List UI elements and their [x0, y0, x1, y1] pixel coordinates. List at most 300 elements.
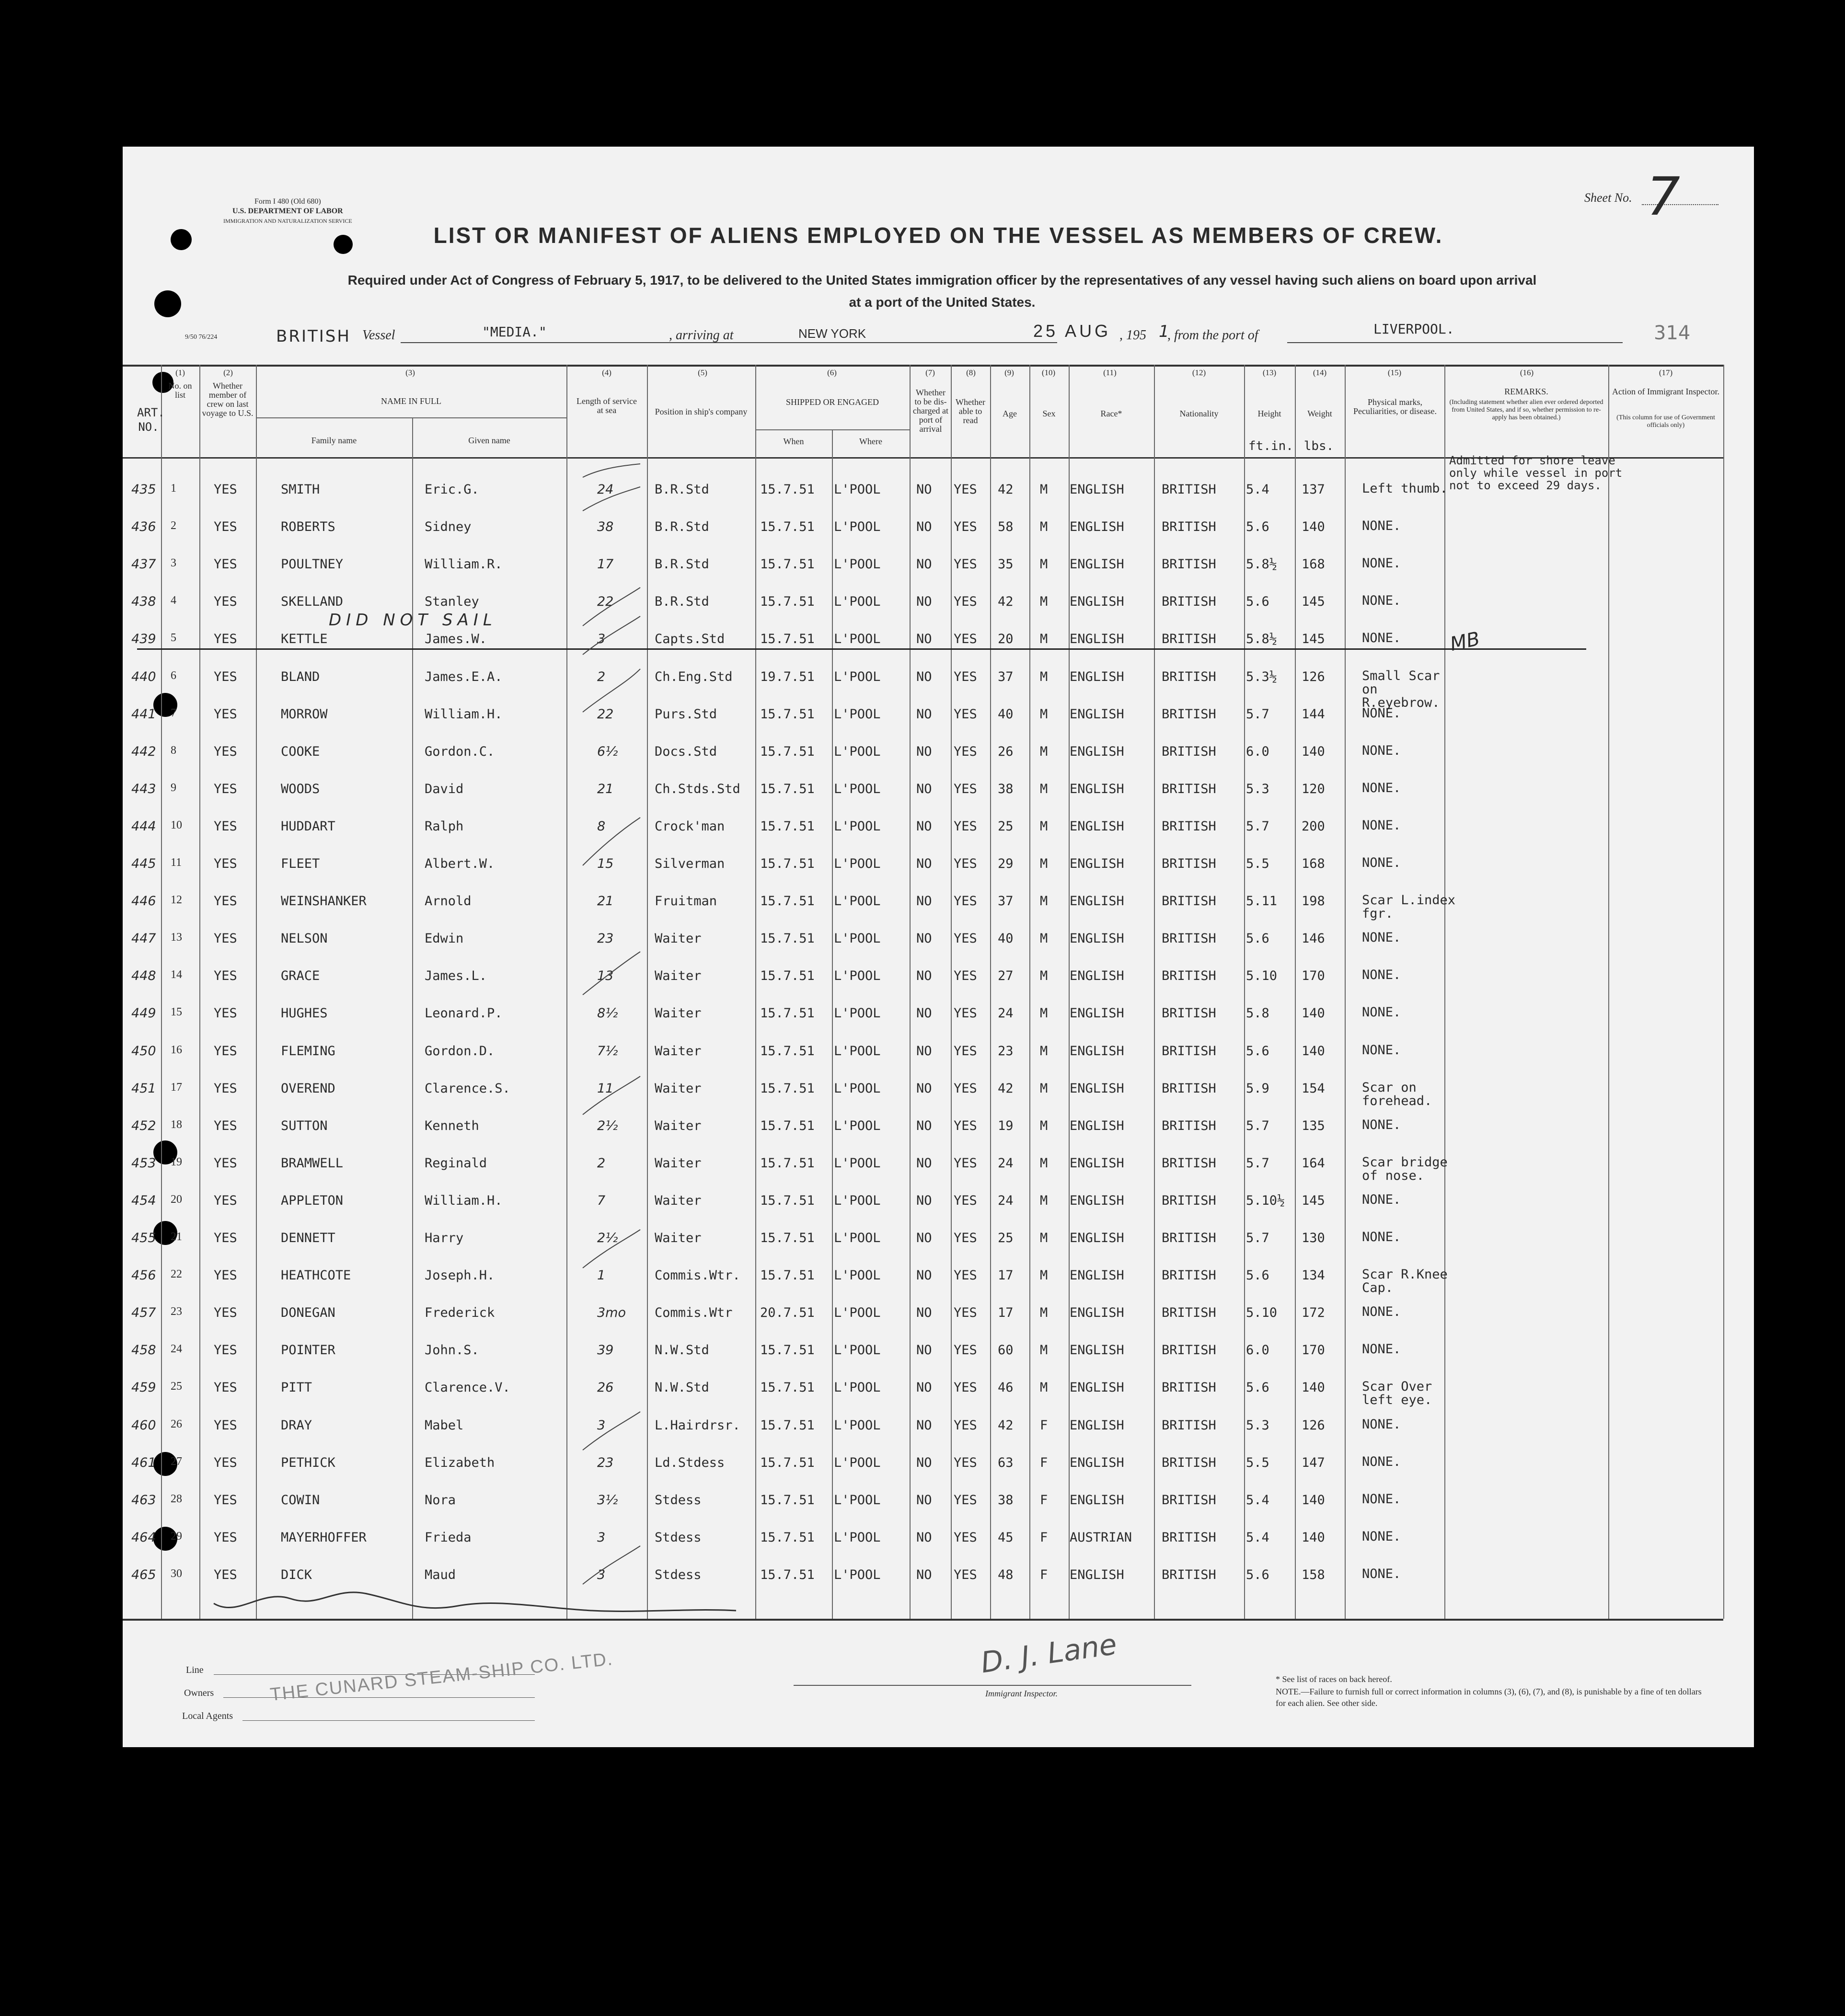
cell-age: 35 [998, 557, 1014, 572]
cell-last-voyage: YES [214, 706, 237, 722]
cell-able-to-read: YES [954, 1380, 977, 1395]
cell-nationality: BRITISH [1162, 669, 1216, 684]
column-divider [161, 365, 162, 1619]
cell-discharged: NO [916, 1492, 932, 1508]
cell-service-length: 22 [597, 706, 614, 722]
cell-sex: M [1040, 744, 1048, 759]
cell-list-no: 9 [171, 781, 176, 794]
cell-sex: F [1040, 1417, 1048, 1433]
cell-able-to-read: YES [954, 1530, 977, 1545]
cell-weight: 198 [1302, 894, 1325, 909]
cell-physical-marks: Left thumb. [1362, 481, 1448, 496]
cell-discharged: NO [916, 1567, 932, 1582]
column-divider [1345, 365, 1346, 1619]
cell-service-length: 2 [597, 1155, 606, 1171]
manifest-sheet [123, 147, 1754, 1747]
cell-sex: M [1040, 931, 1048, 946]
cell-shipped-when: 15.7.51 [760, 557, 815, 572]
closing-squiggle [209, 1584, 784, 1623]
cell-art-no: 446 [131, 894, 156, 909]
cell-given-name: Eric.G. [425, 482, 479, 497]
cell-nationality: BRITISH [1162, 1380, 1216, 1395]
cell-age: 19 [998, 1118, 1014, 1133]
cell-age: 40 [998, 931, 1014, 946]
cell-able-to-read: YES [954, 1043, 977, 1059]
cell-service-length: 2½ [597, 1118, 618, 1133]
cell-sex: M [1040, 781, 1048, 796]
cell-last-voyage: YES [214, 1006, 237, 1021]
cell-service-length: 13 [597, 968, 614, 984]
cell-nationality: BRITISH [1162, 1006, 1216, 1021]
cell-race: ENGLISH [1070, 1567, 1124, 1582]
cell-last-voyage: YES [214, 557, 237, 572]
cell-nationality: BRITISH [1162, 744, 1216, 759]
cell-last-voyage: YES [214, 1380, 237, 1395]
cell-list-no: 25 [171, 1380, 182, 1393]
cell-height: 5.6 [1246, 519, 1269, 535]
cell-able-to-read: YES [954, 1155, 977, 1171]
cell-discharged: NO [916, 1155, 932, 1171]
cell-nationality: BRITISH [1162, 1530, 1216, 1545]
cell-position: B.R.Std [655, 482, 709, 497]
cell-race: ENGLISH [1070, 781, 1124, 796]
cell-position: B.R.Std [655, 594, 709, 610]
cell-position: Commis.Wtr. [655, 1268, 740, 1283]
header-nationality: Nationality [1179, 409, 1219, 418]
cell-service-length: 39 [597, 1343, 614, 1358]
cell-nationality: BRITISH [1162, 1492, 1216, 1508]
cell-age: 37 [998, 669, 1014, 684]
cell-physical-marks: NONE. [1362, 1304, 1401, 1320]
cell-sex: M [1040, 1118, 1048, 1133]
cell-art-no: 442 [131, 744, 156, 759]
cell-position: Crock'man [655, 818, 725, 834]
cell-physical-marks: Scar on forehead. [1362, 1080, 1432, 1108]
form-reference-code: 9/50 76/224 [185, 334, 218, 341]
cell-race: ENGLISH [1070, 1155, 1124, 1171]
column-divider [1029, 365, 1030, 1619]
header-action-note: (This column for use of Government officials only) [1616, 414, 1715, 429]
cell-position: Waiter [655, 1006, 702, 1021]
col-num-14: (14) [1313, 368, 1327, 377]
cell-able-to-read: YES [954, 1567, 977, 1582]
cell-race: ENGLISH [1070, 1118, 1124, 1133]
cell-shipped-when: 15.7.51 [760, 856, 815, 871]
cell-list-no: 14 [171, 968, 182, 981]
cell-shipped-when: 15.7.51 [760, 1530, 815, 1545]
cell-art-no: 455 [131, 1231, 156, 1245]
cell-list-no: 22 [171, 1268, 182, 1281]
cell-service-length: 21 [597, 781, 614, 796]
cell-last-voyage: YES [214, 1043, 237, 1059]
arriving-fill-line [760, 342, 1057, 343]
cell-nationality: BRITISH [1162, 594, 1216, 610]
cell-list-no: 19 [171, 1155, 182, 1168]
column-divider [1608, 365, 1609, 1619]
cell-height: 5.7 [1246, 706, 1269, 722]
cell-given-name: William.R. [425, 557, 503, 572]
cell-service-length: 3mo [597, 1305, 626, 1321]
cell-discharged: NO [916, 594, 932, 610]
cell-sex: M [1040, 632, 1048, 647]
header-position: Position in ship's company [655, 407, 748, 416]
cell-height: 5.4 [1246, 1492, 1269, 1508]
cell-position: Waiter [655, 1043, 702, 1059]
cell-last-voyage: YES [214, 482, 237, 497]
cell-race: ENGLISH [1070, 594, 1124, 610]
cell-service-length: 7 [597, 1193, 606, 1208]
cell-race: ENGLISH [1070, 1305, 1124, 1321]
cell-last-voyage: YES [214, 1081, 237, 1096]
cell-family-name: PETHICK [281, 1455, 335, 1470]
cell-shipped-where: L'POOL [834, 1006, 881, 1021]
cell-sex: M [1040, 818, 1048, 834]
cell-list-no: 1 [171, 482, 176, 495]
cell-race: ENGLISH [1070, 557, 1124, 572]
cell-race: ENGLISH [1070, 1081, 1124, 1096]
inspector-signature: D. J. Lane [979, 1627, 1119, 1680]
cell-age: 45 [998, 1530, 1014, 1545]
cell-able-to-read: YES [954, 1455, 977, 1470]
cell-discharged: NO [916, 1268, 932, 1283]
cell-list-no: 23 [171, 1305, 182, 1318]
cell-service-length: 3 [597, 1417, 606, 1433]
cell-list-no: 29 [171, 1530, 182, 1543]
cell-service-length: 8 [597, 818, 606, 834]
cell-last-voyage: YES [214, 1193, 237, 1208]
cell-weight: 126 [1302, 1417, 1325, 1433]
cell-shipped-when: 15.7.51 [760, 1231, 815, 1245]
cell-physical-marks: NONE. [1362, 780, 1401, 795]
cell-shipped-when: 15.7.51 [760, 1155, 815, 1171]
cell-discharged: NO [916, 557, 932, 572]
cell-height: 5.3 [1246, 781, 1269, 796]
cell-position: L.Hairdrsr. [655, 1417, 740, 1433]
cell-shipped-where: L'POOL [834, 818, 881, 834]
cell-sex: M [1040, 706, 1048, 722]
cell-last-voyage: YES [214, 1492, 237, 1508]
cell-weight: 158 [1302, 1567, 1325, 1582]
column-divider [1723, 365, 1724, 1619]
cell-given-name: Gordon.C. [425, 744, 495, 759]
cell-race: ENGLISH [1070, 519, 1124, 535]
cell-height: 5.3½ [1246, 669, 1278, 684]
cell-given-name: Joseph.H. [425, 1268, 495, 1283]
cell-height: 5.8 [1246, 1006, 1269, 1021]
cell-shipped-where: L'POOL [834, 781, 881, 796]
cell-discharged: NO [916, 1193, 932, 1208]
col-num-11: (11) [1103, 368, 1117, 377]
cell-nationality: BRITISH [1162, 1081, 1216, 1096]
cell-nationality: BRITISH [1162, 1118, 1216, 1133]
cell-discharged: NO [916, 706, 932, 722]
cell-service-length: 6½ [597, 744, 618, 759]
header-remarks: REMARKS. [1504, 387, 1548, 396]
cell-list-no: 17 [171, 1081, 182, 1094]
footer-agents-field [242, 1720, 535, 1721]
column-divider [832, 429, 833, 1619]
cell-able-to-read: YES [954, 706, 977, 722]
cell-able-to-read: YES [954, 557, 977, 572]
cell-sex: M [1040, 669, 1048, 684]
cell-shipped-where: L'POOL [834, 1268, 881, 1283]
cell-list-no: 13 [171, 931, 182, 944]
cell-shipped-where: L'POOL [834, 706, 881, 722]
cell-sex: F [1040, 1492, 1048, 1508]
cell-family-name: FLEMING [281, 1043, 335, 1059]
cell-physical-marks: Scar Over left eye. [1362, 1379, 1432, 1408]
cell-service-length: 26 [597, 1380, 614, 1395]
cell-list-no: 18 [171, 1118, 182, 1131]
arrival-date: 25 AUG [1033, 321, 1111, 341]
cell-age: 37 [998, 894, 1014, 909]
cell-shipped-where: L'POOL [834, 1305, 881, 1321]
cell-family-name: BRAMWELL [281, 1155, 344, 1171]
arriving-label: , arriving at [669, 328, 734, 343]
did-not-sail-note: DID NOT SAIL [329, 611, 497, 630]
cell-able-to-read: YES [954, 1006, 977, 1021]
cell-last-voyage: YES [214, 781, 237, 796]
cell-height: 5.7 [1246, 818, 1269, 834]
cell-race: ENGLISH [1070, 1343, 1124, 1358]
cell-weight: 126 [1302, 669, 1325, 684]
cell-service-length: 3 [597, 1567, 606, 1582]
cell-service-length: 7½ [597, 1043, 618, 1059]
cell-physical-marks: NONE. [1362, 818, 1401, 833]
col-num-4: (4) [602, 368, 611, 377]
cell-discharged: NO [916, 1118, 932, 1133]
page-stamp-number: 314 [1654, 322, 1691, 344]
col-num-8: (8) [966, 368, 976, 377]
cell-nationality: BRITISH [1162, 894, 1216, 909]
cell-family-name: ROBERTS [281, 519, 335, 535]
cell-art-no: 458 [131, 1343, 156, 1358]
cell-age: 25 [998, 818, 1014, 834]
header-weight-unit: lbs. [1303, 439, 1334, 453]
row-strike-line [137, 648, 1586, 650]
cell-discharged: NO [916, 1417, 932, 1433]
cell-race: ENGLISH [1070, 894, 1124, 909]
footer-owners-label: Owners [184, 1688, 214, 1698]
from-port-label: , from the port of [1167, 328, 1258, 343]
cell-shipped-when: 15.7.51 [760, 706, 815, 722]
cell-list-no: 30 [171, 1567, 182, 1580]
cell-last-voyage: YES [214, 1343, 237, 1358]
col-num-2: (2) [223, 368, 233, 377]
form-number: Form I 480 (Old 680) [254, 197, 321, 206]
cell-height: 5.10 [1246, 1305, 1278, 1321]
cell-race: ENGLISH [1070, 1417, 1124, 1433]
cell-weight: 170 [1302, 1343, 1325, 1358]
cell-race: ENGLISH [1070, 1268, 1124, 1283]
cell-race: ENGLISH [1070, 1455, 1124, 1470]
cell-age: 24 [998, 1006, 1014, 1021]
cell-discharged: NO [916, 482, 932, 497]
cell-list-no: 5 [171, 632, 176, 645]
col-num-12: (12) [1192, 368, 1206, 377]
cell-height: 5.6 [1246, 1268, 1269, 1283]
cell-weight: 172 [1302, 1305, 1325, 1321]
cell-last-voyage: YES [214, 1305, 237, 1321]
cell-position: Docs.Std [655, 744, 717, 759]
cell-shipped-when: 15.7.51 [760, 1118, 815, 1133]
cell-shipped-where: L'POOL [834, 1231, 881, 1245]
cell-art-no: 456 [131, 1268, 156, 1283]
cell-nationality: BRITISH [1162, 519, 1216, 535]
cell-nationality: BRITISH [1162, 557, 1216, 572]
cell-sex: M [1040, 856, 1048, 871]
cell-art-no: 464 [131, 1530, 156, 1545]
cell-given-name: Edwin [425, 931, 464, 946]
cell-given-name: John.S. [425, 1343, 479, 1358]
cell-position: Waiter [655, 1231, 702, 1245]
inspector-signature-line [794, 1685, 1191, 1686]
cell-weight: 140 [1302, 519, 1325, 535]
cell-shipped-where: L'POOL [834, 1081, 881, 1096]
cell-height: 5.11 [1246, 894, 1278, 909]
cell-art-no: 454 [131, 1193, 156, 1208]
cell-shipped-when: 15.7.51 [760, 1043, 815, 1059]
cell-age: 29 [998, 856, 1014, 871]
cell-art-no: 441 [131, 706, 156, 722]
cell-height: 6.0 [1246, 744, 1269, 759]
cell-sex: M [1040, 894, 1048, 909]
cell-sex: M [1040, 557, 1048, 572]
cell-age: 17 [998, 1305, 1014, 1321]
cell-given-name: Clarence.S. [425, 1081, 510, 1096]
cell-shipped-where: L'POOL [834, 1567, 881, 1582]
cell-art-no: 463 [131, 1492, 156, 1508]
cell-art-no: 451 [131, 1081, 156, 1096]
cell-service-length: 24 [597, 482, 614, 497]
header-action-inspector: Action of Immigrant Inspector. [1612, 387, 1719, 396]
cell-physical-marks: Scar L.index fgr. [1362, 893, 1456, 922]
cell-nationality: BRITISH [1162, 818, 1216, 834]
cell-race: ENGLISH [1070, 1043, 1124, 1059]
cell-list-no: 27 [171, 1455, 182, 1468]
header-age: Age [1003, 409, 1017, 418]
cell-art-no: 450 [131, 1043, 156, 1059]
cell-able-to-read: YES [954, 856, 977, 871]
cell-able-to-read: YES [954, 1343, 977, 1358]
cell-weight: 140 [1302, 1530, 1325, 1545]
cell-height: 5.6 [1246, 1567, 1269, 1582]
cell-service-length: 11 [597, 1081, 614, 1096]
manifest-title: LIST OR MANIFEST OF ALIENS EMPLOYED ON THE VESSEL AS MEMBERS OF CREW. [433, 223, 1443, 248]
cell-race: ENGLISH [1070, 482, 1124, 497]
cell-sex: M [1040, 1231, 1048, 1245]
cell-art-no: 445 [131, 856, 156, 871]
column-divider [755, 365, 756, 1619]
manifest-subtitle: Required under Act of Congress of February 5, 1917, to be delivered to the United States immigration officer by the representatives of any vessel having such aliens on board upon arrival at a port of the United States. [347, 273, 1537, 310]
cell-given-name: Arnold [425, 894, 472, 909]
cell-sex: M [1040, 594, 1048, 610]
cell-age: 48 [998, 1567, 1014, 1582]
cell-physical-marks: Scar bridge of nose. [1362, 1154, 1448, 1183]
col-num-7: (7) [925, 368, 935, 377]
cell-family-name: OVEREND [281, 1081, 335, 1096]
cell-able-to-read: YES [954, 519, 977, 535]
cell-art-no: 444 [131, 818, 156, 834]
cell-able-to-read: YES [954, 781, 977, 796]
cell-position: Stdess [655, 1492, 702, 1508]
cell-nationality: BRITISH [1162, 968, 1216, 984]
cell-service-length: 22 [597, 594, 614, 610]
cell-race: ENGLISH [1070, 968, 1124, 984]
cell-sex: M [1040, 1193, 1048, 1208]
cell-position: Silverman [655, 856, 725, 871]
cell-position: Ld.Stdess [655, 1455, 725, 1470]
cell-family-name: GRACE [281, 968, 320, 984]
cell-given-name: Leonard.P. [425, 1006, 503, 1021]
cell-discharged: NO [916, 1043, 932, 1059]
cell-physical-marks: NONE. [1362, 593, 1401, 609]
cell-given-name: Albert.W. [425, 856, 495, 871]
cell-art-no: 453 [131, 1155, 156, 1171]
cell-able-to-read: YES [954, 1081, 977, 1096]
punch-hole [154, 290, 181, 317]
cell-able-to-read: YES [954, 594, 977, 610]
cell-list-no: 28 [171, 1492, 182, 1505]
table-top-rule [123, 365, 1723, 367]
cell-last-voyage: YES [214, 669, 237, 684]
cell-family-name: COWIN [281, 1492, 320, 1508]
cell-list-no: 8 [171, 744, 176, 757]
cell-given-name: Harry [425, 1231, 464, 1245]
cell-nationality: BRITISH [1162, 632, 1216, 647]
cell-discharged: NO [916, 931, 932, 946]
cell-physical-marks: NONE. [1362, 631, 1401, 646]
cell-shipped-when: 19.7.51 [760, 669, 815, 684]
cell-position: Ch.Stds.Std [655, 781, 740, 796]
cell-able-to-read: YES [954, 931, 977, 946]
cell-last-voyage: YES [214, 519, 237, 535]
cell-physical-marks: NONE. [1362, 1342, 1401, 1357]
cell-height: 5.7 [1246, 1118, 1269, 1133]
arrival-port: NEW YORK [798, 326, 866, 341]
cell-art-no: 452 [131, 1118, 156, 1133]
header-where: Where [859, 437, 882, 446]
cell-physical-marks: NONE. [1362, 930, 1401, 945]
cell-shipped-when: 15.7.51 [760, 1193, 815, 1208]
cell-weight: 135 [1302, 1118, 1325, 1133]
service-name: IMMIGRATION AND NATURALIZATION SERVICE [223, 218, 352, 224]
cell-weight: 168 [1302, 557, 1325, 572]
cell-list-no: 16 [171, 1043, 182, 1056]
cell-shipped-where: L'POOL [834, 744, 881, 759]
cell-shipped-when: 15.7.51 [760, 519, 815, 535]
cell-age: 40 [998, 706, 1014, 722]
cell-race: ENGLISH [1070, 856, 1124, 871]
cell-height: 5.3 [1246, 1417, 1269, 1433]
cell-race: ENGLISH [1070, 1231, 1124, 1245]
cell-physical-marks: NONE. [1362, 1005, 1401, 1020]
cell-physical-marks: NONE. [1362, 1417, 1401, 1432]
cell-last-voyage: YES [214, 1417, 237, 1433]
cell-weight: 145 [1302, 1193, 1325, 1208]
cell-height: 5.10 [1246, 968, 1278, 984]
cell-family-name: HUDDART [281, 818, 335, 834]
cell-height: 5.6 [1246, 931, 1269, 946]
cell-weight: 140 [1302, 1380, 1325, 1395]
cell-family-name: POULTNEY [281, 557, 344, 572]
cell-given-name: James.W. [425, 632, 487, 647]
cell-physical-marks: NONE. [1362, 855, 1401, 870]
cell-discharged: NO [916, 1305, 932, 1321]
cell-shipped-where: L'POOL [834, 1492, 881, 1508]
cell-given-name: Maud [425, 1567, 456, 1582]
cell-physical-marks: NONE. [1362, 743, 1401, 758]
